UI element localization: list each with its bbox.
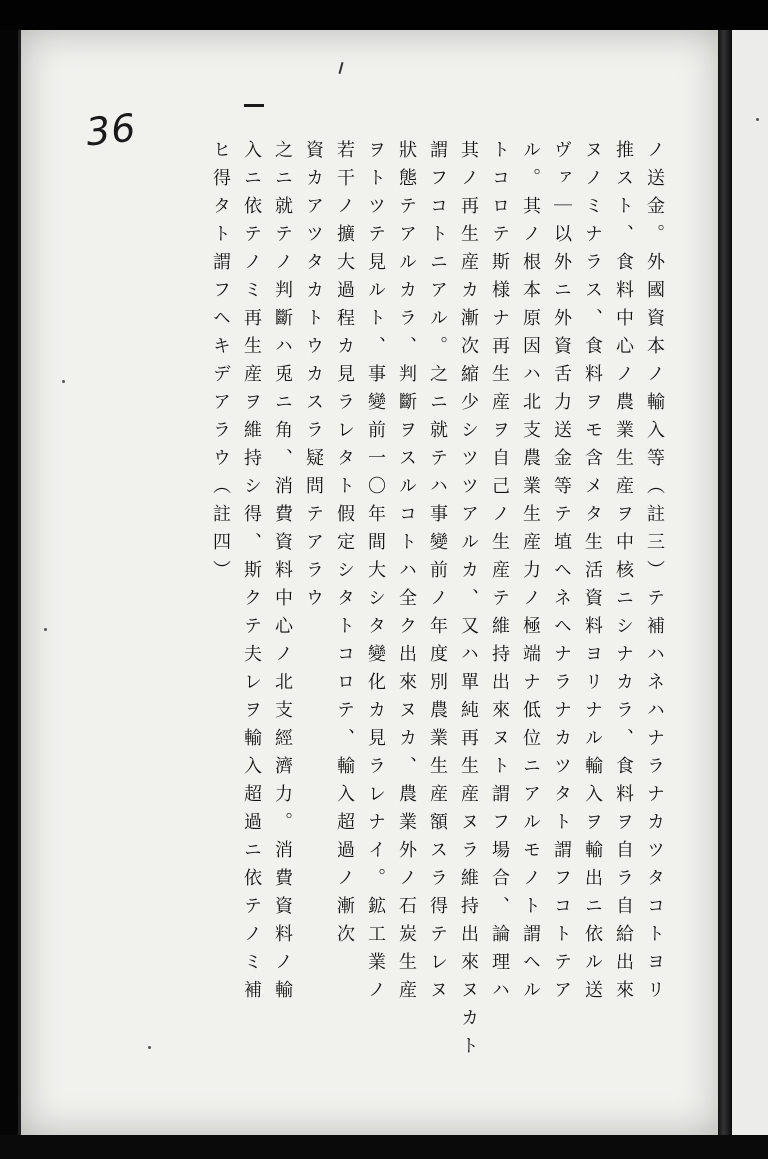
book-gutter	[718, 30, 732, 1135]
text-column: 推スト、食料中心ノ農業生産ヲ中核ニシナカラ、食料ヲ自ラ自給出來	[613, 140, 634, 1008]
text-column: ヲトツテ見ルト、事變前一〇年間大シタ變化カ見ラレナイ。鉱工業ノ	[365, 140, 386, 1008]
text-column: 入ニ依テノミ再生産ヲ維持シ得、斯クテ夫レヲ輸入超過ニ依テノミ補	[241, 140, 262, 1008]
text-column: ヒ得タト謂フヘキデアラウ（註四）	[210, 140, 231, 588]
page-number: 36	[83, 105, 139, 155]
text-column: 其ノ再生産カ漸次縮少シツツアルカ、又ハ單純再生産ヌラ維持出來ヌカト	[458, 140, 479, 1064]
text-column: ヌノミナラス、食料ヲモ含メタ生活資料ヨリナル輸入ヲ輸出ニ依ル送	[582, 140, 603, 1008]
text-column: 狀態テアルカラ、判斷ヲスルコトハ全ク出來ヌカ、農業外ノ石炭生産	[396, 140, 417, 1008]
vertical-text-block	[168, 140, 668, 1064]
paper-speck	[62, 380, 65, 383]
text-column: ノ送金。外國資本ノ輸入等（註三）テ補ハネハナラナカツタコトヨリ	[644, 140, 665, 1008]
text-column: 若干ノ擴大過程カ見ラレタト假定シタトコロテ、輸入超過ノ漸次	[334, 140, 355, 952]
paper-speck	[148, 1046, 151, 1049]
section-marker	[244, 104, 264, 107]
text-column: トコロテ斯様ナ再生産ヲ自己ノ生産テ維持出來ヌト謂フ場合、論理ハ	[489, 140, 510, 1008]
text-column: 資カアツタカトウカスラ疑問テアラウ	[303, 140, 324, 616]
text-column: ル。其ノ根本原因ハ北支農業生産力ノ極端ナ低位ニアルモノト謂ヘル	[520, 140, 541, 1008]
scan-top-border	[0, 0, 768, 30]
paper-speck	[756, 118, 759, 121]
scan-bottom-border	[0, 1135, 768, 1159]
paper-speck	[44, 628, 47, 631]
text-column: ヴァ｜以外ニ外資舌力送金等テ埴ヘネヘナラナカツタト謂フコトテア	[551, 140, 572, 1008]
text-column: 謂フコトニアル。之ニ就テハ事變前ノ年度別農業生産額スラ得テレヌ	[427, 140, 448, 1008]
text-column: 之ニ就テノ判斷ハ兎ニ角、消費資料中心ノ北支經濟力。消費資料ノ輸	[272, 140, 293, 1008]
facing-page-edge	[732, 30, 768, 1135]
